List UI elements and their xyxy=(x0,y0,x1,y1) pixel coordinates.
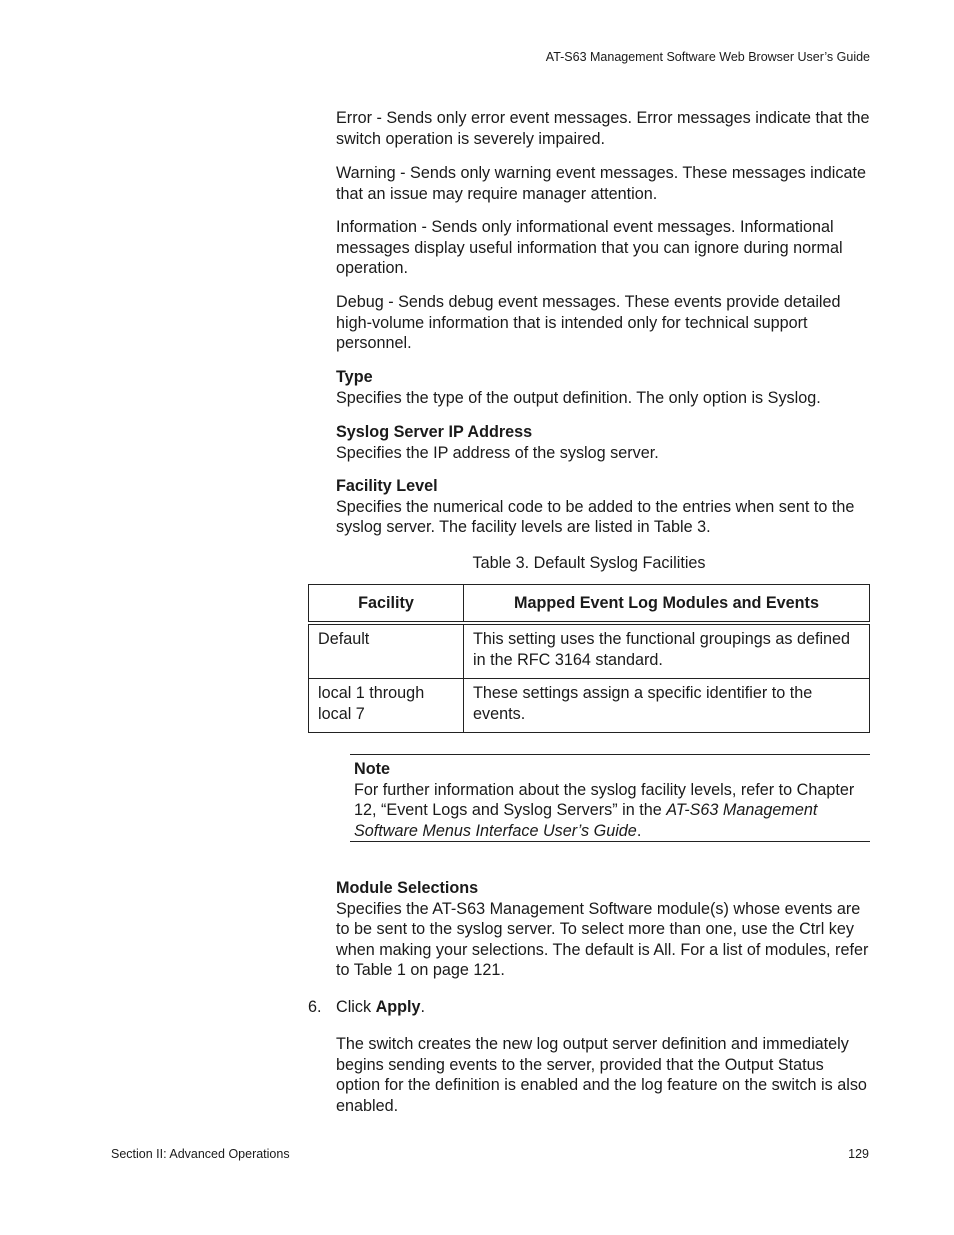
field-facility-level-desc: Specifies the numerical code to be added to the entries when sent to the syslog server. The facility levels are listed in Table 3. xyxy=(336,497,855,536)
table-cell: local 1 through local 7 xyxy=(309,679,464,733)
footer-section: Section II: Advanced Operations xyxy=(111,1147,290,1161)
running-header: AT-S63 Management Software Web Browser User’s Guide xyxy=(545,50,870,64)
step-action: Apply xyxy=(375,998,421,1016)
note-guide-title: AT-S63 Management Software Menus Interface User’s Guide xyxy=(354,801,818,840)
field-syslog-ip-term: Syslog Server IP Address xyxy=(336,423,533,441)
page-number: 129 xyxy=(848,1147,869,1161)
table-caption: Table 3. Default Syslog Facilities xyxy=(472,554,706,572)
table-cell: These settings assign a specific identifier to the events. xyxy=(464,679,870,733)
field-type-desc: Specifies the type of the output definition. The only option is Syslog. xyxy=(336,388,821,407)
field-type-term: Type xyxy=(336,368,373,386)
severity-error: Error - Sends only error event messages. Error messages indicate that the switch operation is severely impaired. xyxy=(336,109,870,148)
table-cell: This setting uses the functional groupings as defined in the RFC 3164 standard. xyxy=(464,623,870,679)
table-row xyxy=(309,679,870,733)
step-number: 6. xyxy=(308,998,322,1016)
field-module-selections xyxy=(336,878,870,981)
severity-information: Information - Sends only informational event messages. Informational messages display useful information that you can ignore during normal operation. xyxy=(336,218,843,277)
step-instruction xyxy=(336,997,870,1018)
note-text-after: . xyxy=(636,821,642,840)
note-text-before: For further information about the syslog facility levels, refer to Chapter 12, “Event Logs and Syslog Servers” in the xyxy=(354,780,855,819)
table-header-facility: Facility xyxy=(309,585,464,624)
field-type xyxy=(336,367,870,408)
field-module-selections-term: Module Selections xyxy=(336,879,479,897)
facilities-table xyxy=(308,584,870,733)
step-prefix: Click xyxy=(336,998,376,1016)
table-header-mapped: Mapped Event Log Modules and Events xyxy=(464,585,870,624)
field-syslog-ip-desc: Specifies the IP address of the syslog server. xyxy=(336,443,659,462)
field-syslog-ip xyxy=(336,422,870,463)
note-title: Note xyxy=(354,760,390,778)
note-box xyxy=(350,754,870,842)
step-suffix: . xyxy=(420,998,426,1016)
severity-warning: Warning - Sends only warning event messages. These messages indicate that an issue may require manager attention. xyxy=(336,164,866,203)
table-header-row xyxy=(309,585,870,624)
note-text xyxy=(354,780,866,842)
step-result: The switch creates the new log output server definition and immediately begins sending events to the server, provided that the Output Status option for the definition is enabled and the log feature on the switch is also enabled. xyxy=(336,1035,867,1115)
field-module-selections-desc: Specifies the AT-S63 Management Software module(s) whose events are to be sent to the syslog server. To select more than one, use the Ctrl key when making your selections. The default is All. For a list of modules, refer to Table 1 on page 121. xyxy=(336,899,869,979)
field-facility-level xyxy=(336,476,870,538)
field-facility-level-term: Facility Level xyxy=(336,477,438,495)
table-cell: Default xyxy=(309,623,464,679)
table-row xyxy=(309,623,870,679)
severity-debug: Debug - Sends debug event messages. These events provide detailed high-volume information that is intended only for technical support personnel. xyxy=(336,293,841,352)
